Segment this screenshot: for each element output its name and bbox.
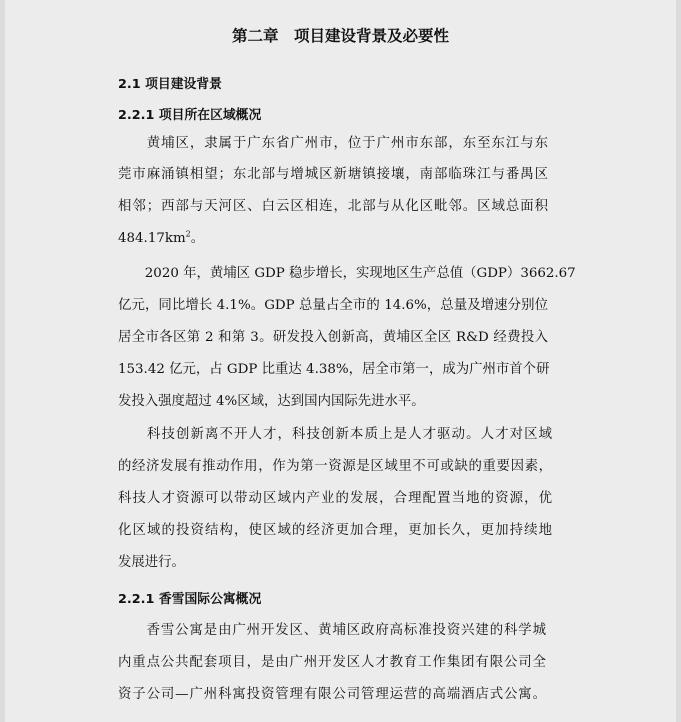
- para1-line1: 黄埔区，隶属于广东省广州市，位于广州市东部，东至东江与东: [118, 136, 548, 151]
- para4-line1: 香雪公寓是由广州开发区、黄埔区政府高标准投资兴建的科学城: [118, 623, 546, 638]
- para2-line3: 居全市各区第 2 和第 3。研发投入创新高，黄埔区全区 R&D 经费投入: [118, 330, 548, 345]
- chapter-title: 第二章 项目建设背景及必要性: [231, 27, 449, 45]
- section-heading-2-1: 2.1 项目建设背景: [118, 77, 222, 92]
- page-right-border: [676, 0, 681, 722]
- para3-line4: 化区域的投资结构，使区域的经济更加合理，更加长久，更加持续地: [118, 523, 552, 538]
- para3-line2: 的经济发展有推动作用，作为第一资源是区域里不可或缺的重要因素，: [118, 459, 552, 474]
- para2-line4: 153.42 亿元，占 GDP 比重达 4.38%，居全市第一，成为广州市首个研: [118, 362, 550, 377]
- para1-area-value: 484.17km: [118, 231, 186, 246]
- para1-area-superscript: 2: [185, 229, 191, 239]
- para2-line1: 2020 年，黄埔区 GDP 稳步增长，实现地区生产总值（GDP）3662.67: [118, 266, 576, 281]
- para1-line4: [118, 230, 204, 248]
- section-heading-2-2-1-region: 2.2.1 项目所在区域概况: [118, 108, 262, 123]
- para4-line3: 资子公司—广州科寓投资管理有限公司管理运营的高端酒店式公寓。: [118, 687, 546, 702]
- page-left-border: [0, 0, 5, 722]
- para1-area-end: 。: [190, 231, 205, 246]
- para3-line5: 发展进行。: [118, 555, 185, 570]
- para4-line2: 内重点公共配套项目，是由广州开发区人才教育工作集团有限公司全: [118, 655, 546, 670]
- section-heading-2-2-1-apartment: 2.2.1 香雪国际公寓概况: [118, 592, 262, 607]
- para2-line2: 亿元，同比增长 4.1%。GDP 总量占全市的 14.6%，总量及增速分别位: [118, 298, 548, 313]
- para2-line5: 发投入强度超过 4%区域，达到国内国际先进水平。: [118, 394, 425, 409]
- para1-line3: 相邻；西部与天河区、白云区相连，北部与从化区毗邻。区域总面积: [118, 199, 548, 214]
- para3-line3: 科技人才资源可以带动区域内产业的发展，合理配置当地的资源，优: [118, 491, 552, 506]
- para1-line2: 莞市麻涌镇相望；东北部与增城区新塘镇接壤，南部临珠江与番禺区: [118, 167, 548, 182]
- para3-line1: 科技创新离不开人才，科技创新本质上是人才驱动。人才对区域: [118, 427, 552, 442]
